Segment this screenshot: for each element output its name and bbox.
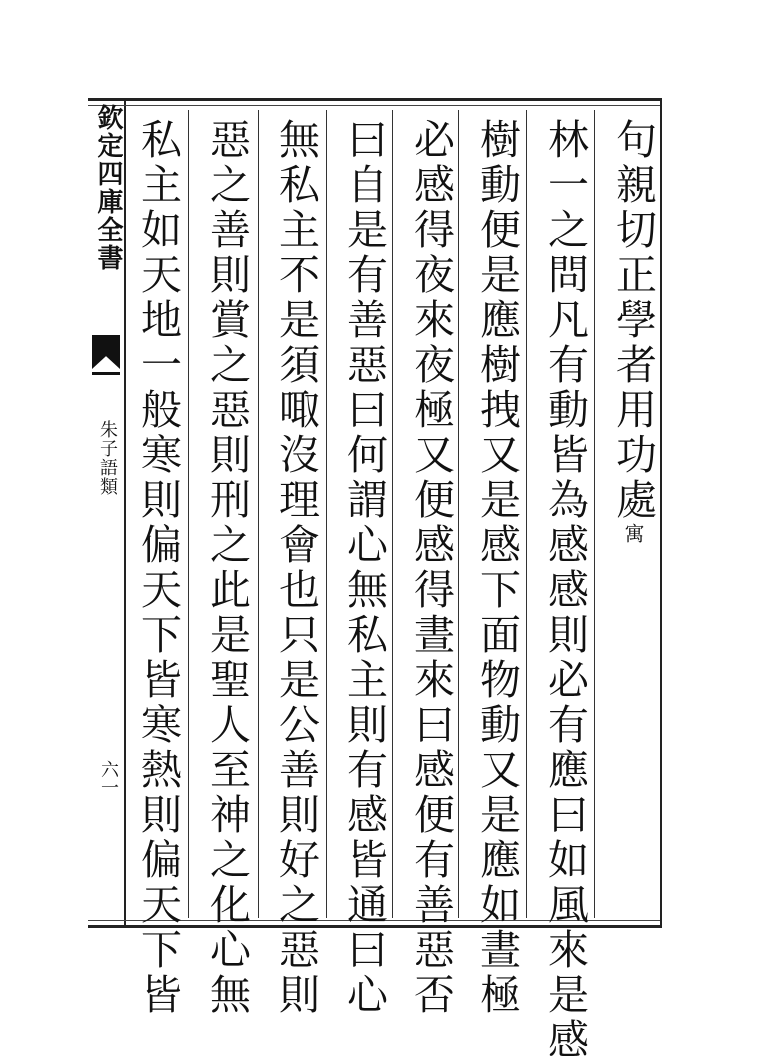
spine-subtitle: 朱子語類	[97, 420, 118, 496]
fishtail-rule	[92, 372, 120, 375]
text-column-7: 惡之善則賞之惡則刑之此是聖人至神之化心無	[203, 118, 251, 1018]
text-column-1: 句親切正學者用功處寓	[609, 118, 657, 543]
spine-title: 欽定四庫全書	[93, 104, 123, 272]
text-column-5: 曰自是有善惡曰何謂心無私主則有感皆通曰心	[340, 118, 388, 1018]
text-column-3: 樹動便是應樹拽又是感下面物動又是應如晝極	[473, 118, 521, 1018]
text-column-4: 必感得夜來夜極又便感得晝來曰感便有善惡否	[407, 118, 455, 1018]
text-column-6: 無私主不是須㖩沒理會也只是公善則好之惡則	[272, 118, 320, 1018]
page-number: 六一	[98, 760, 119, 796]
text-column-2: 林一之問凡有動皆為感感則必有應曰如風來是感	[541, 118, 589, 1063]
column-rule	[258, 110, 259, 918]
text-column-8: 私主如天地一般寒則偏天下皆寒熱則偏天下皆	[134, 118, 182, 1018]
annotation-note: 寓	[621, 523, 645, 543]
